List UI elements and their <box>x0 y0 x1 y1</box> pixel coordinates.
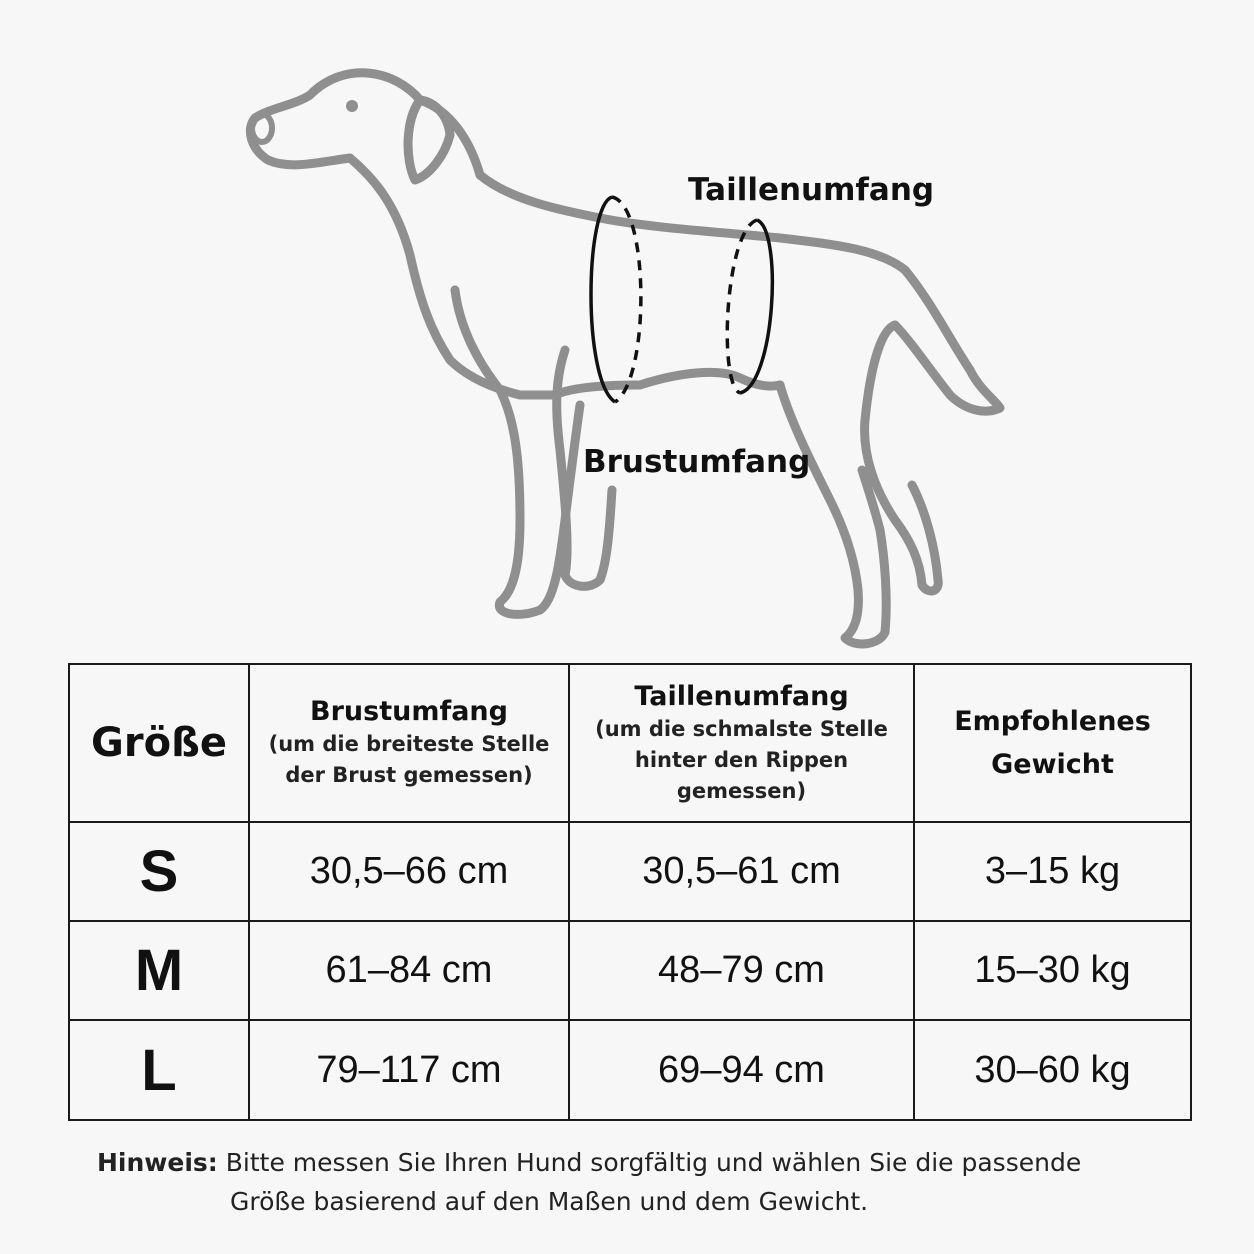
table-row <box>69 921 1191 1020</box>
waist-measure-ring <box>727 220 772 393</box>
dog-eye <box>346 100 358 112</box>
waist-cell: 30,5–61 cm <box>569 822 914 921</box>
size-cell: M <box>69 921 249 1020</box>
size-cell: S <box>69 822 249 921</box>
dog-outline <box>250 73 1000 644</box>
waist-cell: 48–79 cm <box>569 921 914 1020</box>
table-row <box>69 822 1191 921</box>
note-line2: Größe basierend auf den Maßen und dem Gewicht. <box>230 1187 869 1216</box>
chest-cell: 30,5–66 cm <box>249 822 569 921</box>
header-size: Größe <box>69 664 249 822</box>
table-row <box>69 1020 1191 1120</box>
chest-measure-ring <box>591 197 641 402</box>
waist-cell: 69–94 cm <box>569 1020 914 1120</box>
weight-cell: 3–15 kg <box>914 822 1191 921</box>
waist-label: Taillenumfang <box>688 172 935 208</box>
note-lead: Hinweis: <box>97 1148 218 1177</box>
header-weight: Empfohlenes Gewicht <box>914 664 1191 822</box>
header-chest: Brustumfang (um die breiteste Stelle der Brust gemessen) <box>249 664 569 822</box>
note-text <box>97 1143 1177 1221</box>
size-cell: L <box>69 1020 249 1120</box>
header-waist: Taillenumfang (um die schmalste Stelle hinter den Rippen gemessen) <box>569 664 914 822</box>
chest-cell: 61–84 cm <box>249 921 569 1020</box>
weight-cell: 15–30 kg <box>914 921 1191 1020</box>
chest-cell: 79–117 cm <box>249 1020 569 1120</box>
note-line1: Bitte messen Sie Ihren Hund sorgfältig und wählen Sie die passende <box>225 1148 1082 1177</box>
size-chart-table <box>68 663 1192 1121</box>
weight-cell: 30–60 kg <box>914 1020 1191 1120</box>
table-header-row <box>69 664 1191 822</box>
chest-label: Brustumfang <box>583 444 811 480</box>
